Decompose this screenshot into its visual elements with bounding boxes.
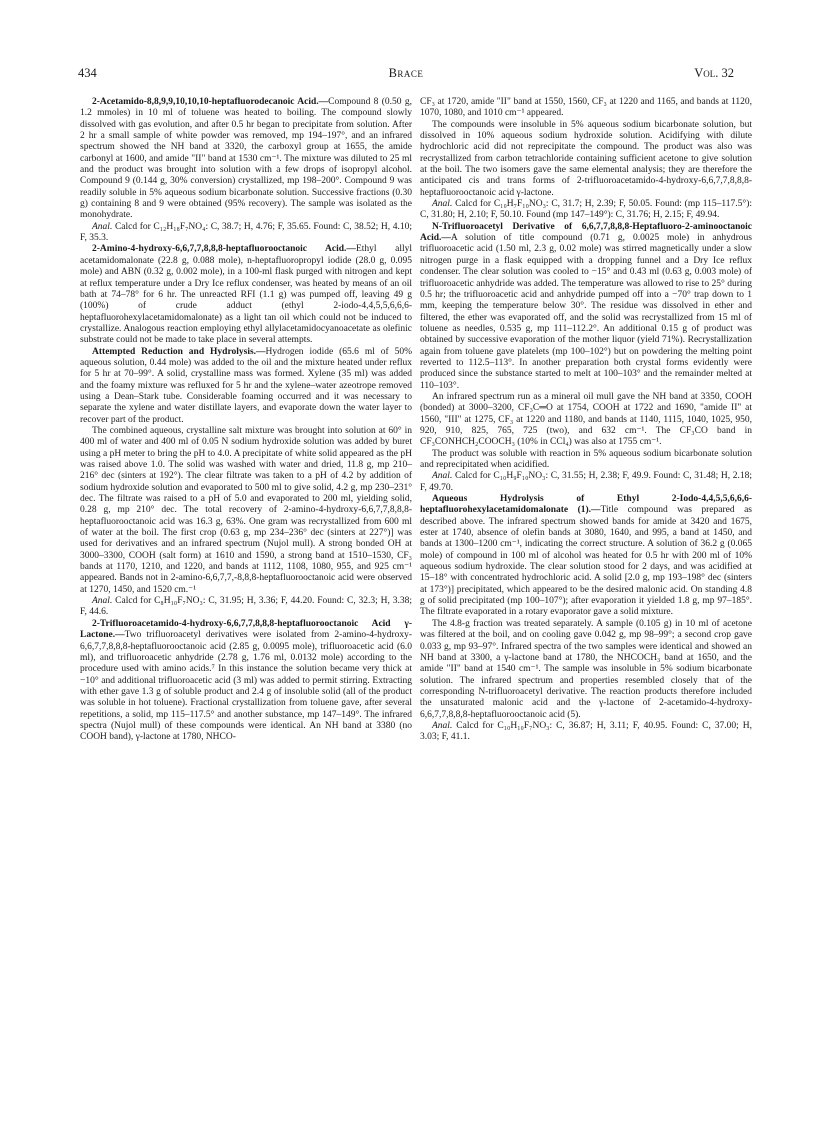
analysis-paragraph [420,199,752,222]
paragraph-text: Calcd for C₁₂H₁₈F₇NO₄: C, 38.7; H, 4.76; F, 35.65. Found: C, 38.52; H, 4.10; F, 35.3. [80,221,412,244]
section-heading: Aqueous Hydrolysis of Ethyl 2-Iodo-4,4,5,5,6,6,6-heptafluorohexylacetamidomalonate (1).— [420,494,752,516]
analysis-paragraph [420,471,752,494]
paragraph-text: The 4.8-g fraction was treated separately. A sample (0.105 g) in 10 ml of acetone was filtered at the boil, and on cooling gave 0.042 g, mp 98–99°; a second crop gave 0.033 g, mp 93–97°. Infrared spectra of the two samples were identical and showed an NH band at 3300, a γ-lactone band at 1780, the NHCOCH₃ band at 1650, and the amide "II" band at 1540 cm⁻¹. The sample was insoluble in 5% sodium bicarbonate solution. The infrared spectrum and properties resembled closely that of the corresponding N-trifluoroacetyl derivative. The reaction products therefore included the unsaturated malonic acid and the γ-lactone of 2-acetamido-4-hydroxy-6,6,7,7,8,8,8-heptafluorooctanoic acid (5). [420,618,752,720]
running-head-author: Brace [388,66,424,80]
body-paragraph [420,449,752,472]
analysis-paragraph [80,596,412,619]
analysis-label: Anal. [432,199,453,210]
body-paragraph [420,619,752,721]
section-paragraph [80,97,412,222]
analysis-label: Anal. [432,471,453,482]
analysis-paragraph [420,721,752,744]
section-paragraph [420,494,752,619]
right-column [420,97,752,744]
body-paragraph [420,97,752,120]
section-paragraph [80,347,412,426]
paragraph-text: Calcd for C₈H₁₀F₇NO₃: C, 31.95; H, 3.36; F, 44.20. Found: C, 32.3; H, 3.38; F, 44.6. [80,596,412,618]
section-heading: Attempted Reduction and Hydrolysis.— [92,346,266,357]
analysis-label: Anal. [92,221,113,232]
body-paragraph [80,426,412,596]
paragraph-text: The product was soluble with reaction in 5% aqueous sodium bicarbonate solution and reprecipitated when acidified. [420,448,752,470]
running-head [78,66,734,84]
paragraph-text: The combined aqueous, crystalline salt mixture was brought into solution at 60° in 400 ml of water and 400 ml of 0.05 N sodium hydroxide solution was added by buret using a pH meter to bring the pH to 4.0. A precipitate of white solid appeared as the pH was raised above 1.0. The solid was washed with water and dried, 11.8 g, mp 210–216° dec (sinters at 192°). The clear filtrate was taken to a pH of 4.2 by addition of sodium hydroxide solution and evaporated to 500 ml to give solid, 4.2 g, mp 230–231° dec. The filtrate was raised to a pH of 5.0 and evaporated to 200 ml, yielding solid, 0.28 g, mp 210° dec. The total recovery of 2-amino-4-hydroxy-6,6,7,7,8,8,8-heptafluorooctanoic acid was 16.3 g, 63%. One gram was recrystallized from 600 ml of water at the boil. The first crop (0.63 g, mp 234–236° dec (sinters at 227°)] was used for derivatives and an infrared spectrum (Nujol mull). A strong bonded OH at 3000–3300, COOH (salt form) at 1610 and 1590, a strong band at 1510–1530, CF₃ bands at 1170, 1210, and 1220, and bands at 1112, 1108, 1080, 955, and 925 cm⁻¹ appeared. Bands not in 2-amino-6,6,7,7,-8,8,8-heptafluorooctanoic acid were observed at 1270, 1450, and 1520 cm.⁻¹ [80,425,412,595]
body-paragraph [420,392,752,449]
paragraph-text: A solution of title compound (0.71 g, 0.0025 mole) in anhydrous trifluoroacetic acid (1.50 ml, 2.3 g, 0.02 mole) was stirred magnetically under a slow nitrogen purge in a flask equipped with a dropping funnel and a Dry Ice reflux condenser. The clear solution was cooled to −15° and 0.43 ml (0.63 g, 0.003 mole) of trifluoroacetic anhydride was added. The temperature was allowed to rise to 25° during 0.5 hr; the trifluoroacetic acid and anhydride pumped off into a −70° trap down to 1 mm, keeping the temperature below 30°. The residue was dissolved in ether and filtered, the ether was evaporated off, and the solid was recrystallized from 15 ml of toluene as needles, 0.535 g, mp 111–112.2°. An additional 0.15 g of product was obtained by successive evaporation of the mother liquor (yield 71%). Recrystallization again from toluene gave platelets (mp 100–102°) but on powdering the melting point reverted to 112.5–113°. In another preparation both crystal forms evidently were produced since the substance started to melt at 100–103° and the remainder melted at 110–103°. [420,233,752,391]
page-number: 434 [78,66,97,80]
analysis-label: Anal. [432,720,453,731]
paragraph-text: Title compound was prepared as described above. The infrared spectrum showed bands for amide at 3420 and 1675, ester at 1740, absence of olefin bands at 3080, 1640, and 995, a band at 1450, and bands at 1300–1200 cm⁻¹, indicating the correct structure. A solution of 36.2 g (0.065 mole) of compound in 100 ml of alcohol was heated for 0.5 hr with 200 ml of 10% aqueous sodium hydroxide. The clear solution stood for 2 days, and was acidified at 15–18° with concentrated hydrochloric acid. A solid [2.0 g, mp 193–198° dec (sinters at 173°)] precipitated, which appeared to be the desired malonic acid. On standing 4.8 g of solid precipitated (mp 100–107°); after evaporation it yielded 1.8 g, mp 97–185°. The filtrate evaporated in a rotary evaporator gave a solid mixture. [420,505,752,618]
paragraph-text: Two trifluoroacetyl derivatives were isolated from 2-amino-4-hydroxy-6,6,7,7,8,8,8-heptafluorooctanoic acid (2.85 g, 0.0095 mole), trifluoroacetic acid (6.0 ml), and trifluoroacetic anhydride (2.78 g, 1.76 ml, 0.0132 mole) according to the procedure used with amino acids.⁷ In this instance the solution became very thick at −10° and additional trifluoroacetic acid (3 ml) was added to permit stirring. Extracting with ether gave 1.3 g of soluble product and 2.4 g of insoluble solid (all of the product was soluble in hot toluene). Fractional crystallization from toluene gave, after several repetitions, a solid, mp 115–117.5° and another substance, mp 147–149°. The infrared spectra (Nujol mull) of these compounds were identical. An NH band at 3380 (no COOH band), γ-lactone at 1780, NHCO- [80,630,412,743]
paragraph-text: Calcd for C₁₀H₉F₁₀NO₃: C, 31.55; H, 2.38; F, 49.9. Found: C, 31.48; H, 2.18; F, 49.70. [420,471,752,493]
section-paragraph [420,222,752,392]
paragraph-text: Calcd for C₁₀H₁₀F₇NO₃: C, 36.87; H, 3.11; F, 40.95. Found: C, 37.00; H, 3.03; F, 41.1. [420,720,753,743]
section-paragraph [80,244,412,346]
paragraph-text: The compounds were insoluble in 5% aqueous sodium bicarbonate solution, but dissolved in 10% aqueous sodium hydroxide solution. Acidifying with dilute hydrochloric acid did not reprecipitate the compound. The product was also was recrystallized from carbon tetrachloride containing sufficient acetone to give solution at the boil. The two isomers gave the same elemental analysis; they are therefore the anticipated cis and trans forms of 2-trifluoroacetamido-4-hydroxy-6,6,7,7,8,8,8-heptafluorooctanoic acid γ-lactone. [420,119,752,198]
section-heading: 2-Acetamido-8,8,9,9,10,10,10-heptafluorodecanoic Acid.— [92,97,329,107]
volume-label: Vol. 32 [694,66,734,80]
left-column [80,97,412,744]
paragraph-text: Hydrogen iodide (65.6 ml of 50% aqueous solution, 0.44 mole) was added to the oil and the mixture heated under reflux for 5 hr at 70–99°. A solid, crystalline mass was formed. Xylene (35 ml) was added and the foamy mixture was refluxed for 5 hr and the xylene–water azeotrope removed using a Dean–Stark tube. Considerable foaming occurred and it was necessary to separate the xylene and water distillate layers, and evaporate down the water layer to recover part of the product. [80,346,412,425]
section-paragraph [80,619,412,744]
body-paragraph [420,120,752,199]
paragraph-text: Ethyl allyl acetamidomalonate (22.8 g, 0.088 mole), n-heptafluoropropyl iodide (28.0 g, 0.095 mole) and ABN (0.32 g, 0.002 mole), in a 100-ml flask purged with nitrogen and kept at reflux temperature under a Dry Ice reflux condenser, was heated by means of an oil bath at 74–78° for 6 hr. The unreacted RFI (1.1 g) was pumped off, leaving 49 g (100%) of crude adduct (ethyl 2-iodo-4,4,5,5,6,6,6-heptafluorohexylacetamidomalonate) as a light tan oil which could not be induced to crystallize. Analogous reaction employing ethyl allylacetamidocyanoacetate as olefinic substrate could not be made to take place in several attempts. [80,244,413,346]
analysis-paragraph [80,222,412,245]
section-heading: N-Trifluoroacetyl Derivative of 6,6,7,7,8,8,8-Heptafluoro-2-aminooctanoic Acid.— [420,221,752,244]
paragraph-text: CF₃ at 1720, amide "II" band at 1550, 1560, CF₃ at 1220 and 1165, and bands at 1120, 1070, 1080, and 1010 cm⁻¹ appeared. [420,97,752,119]
analysis-label: Anal. [92,596,113,607]
paragraph-text: An infrared spectrum run as a mineral oil mull gave the NH band at 3350, COOH (bonded) at 3000–3200, CF₃C═O at 1754, COOH at 1722 and 1690, "amide II" at 1560, "III" at 1275, CF₃ at 1220 and 1180, and bands at 1140, 1115, 1040, 1025, 950, 920, 910, 825, 765, 725 (two), and 632 cm⁻¹. The CF₃CO band in CF₃CONHCH₂COOCH₃ (10% in CCl₄) was also at 1755 cm⁻¹. [420,391,752,448]
section-heading: 2-Amino-4-hydroxy-6,6,7,7,8,8,8-heptafluorooctanoic Acid.— [92,244,356,255]
section-heading: 2-Trifluoroacetamido-4-hydroxy-6,6,7,7,8,8,8-heptafluorooctanoic Acid γ-Lactone.— [80,618,412,641]
paragraph-text: Calcd for C₁₀H₇F₁₀NO₃: C, 31.7; H, 2.39; F, 50.05. Found: (mp 115–117.5°): C, 31.80; H, 2.10; F, 50.10. Found (mp 147–149°): C, 31.76; H, 2.15; F, 49.94. [420,199,753,221]
paragraph-text: Compound 8 (0.50 g, 1.2 mmoles) in 10 ml of toluene was heated to boiling. The compound slowly dissolved with gas evolution, and after 0.5 hr began to precipitate from solution. After 2 hr a small sample of white powder was removed, mp 194–197°, and an infrared spectrum showed the NH band at 3320, the carboxyl group at 1655, the amide carbonyl at 1600, and amide "II" band at 1530 cm⁻¹. The mixture was diluted to 25 ml and the product was brought into solution with a few drops of isopropyl alcohol. Compound 9 (0.144 g, 30% conversion) crystallized, mp 198–200°. Compound 9 was readily soluble in 5% aqueous sodium bicarbonate solution. Successive fractions (0.30 g) containing 8 and 9 were obtained (95% recovery). The sample was isolated as the monohydrate. [80,97,412,221]
